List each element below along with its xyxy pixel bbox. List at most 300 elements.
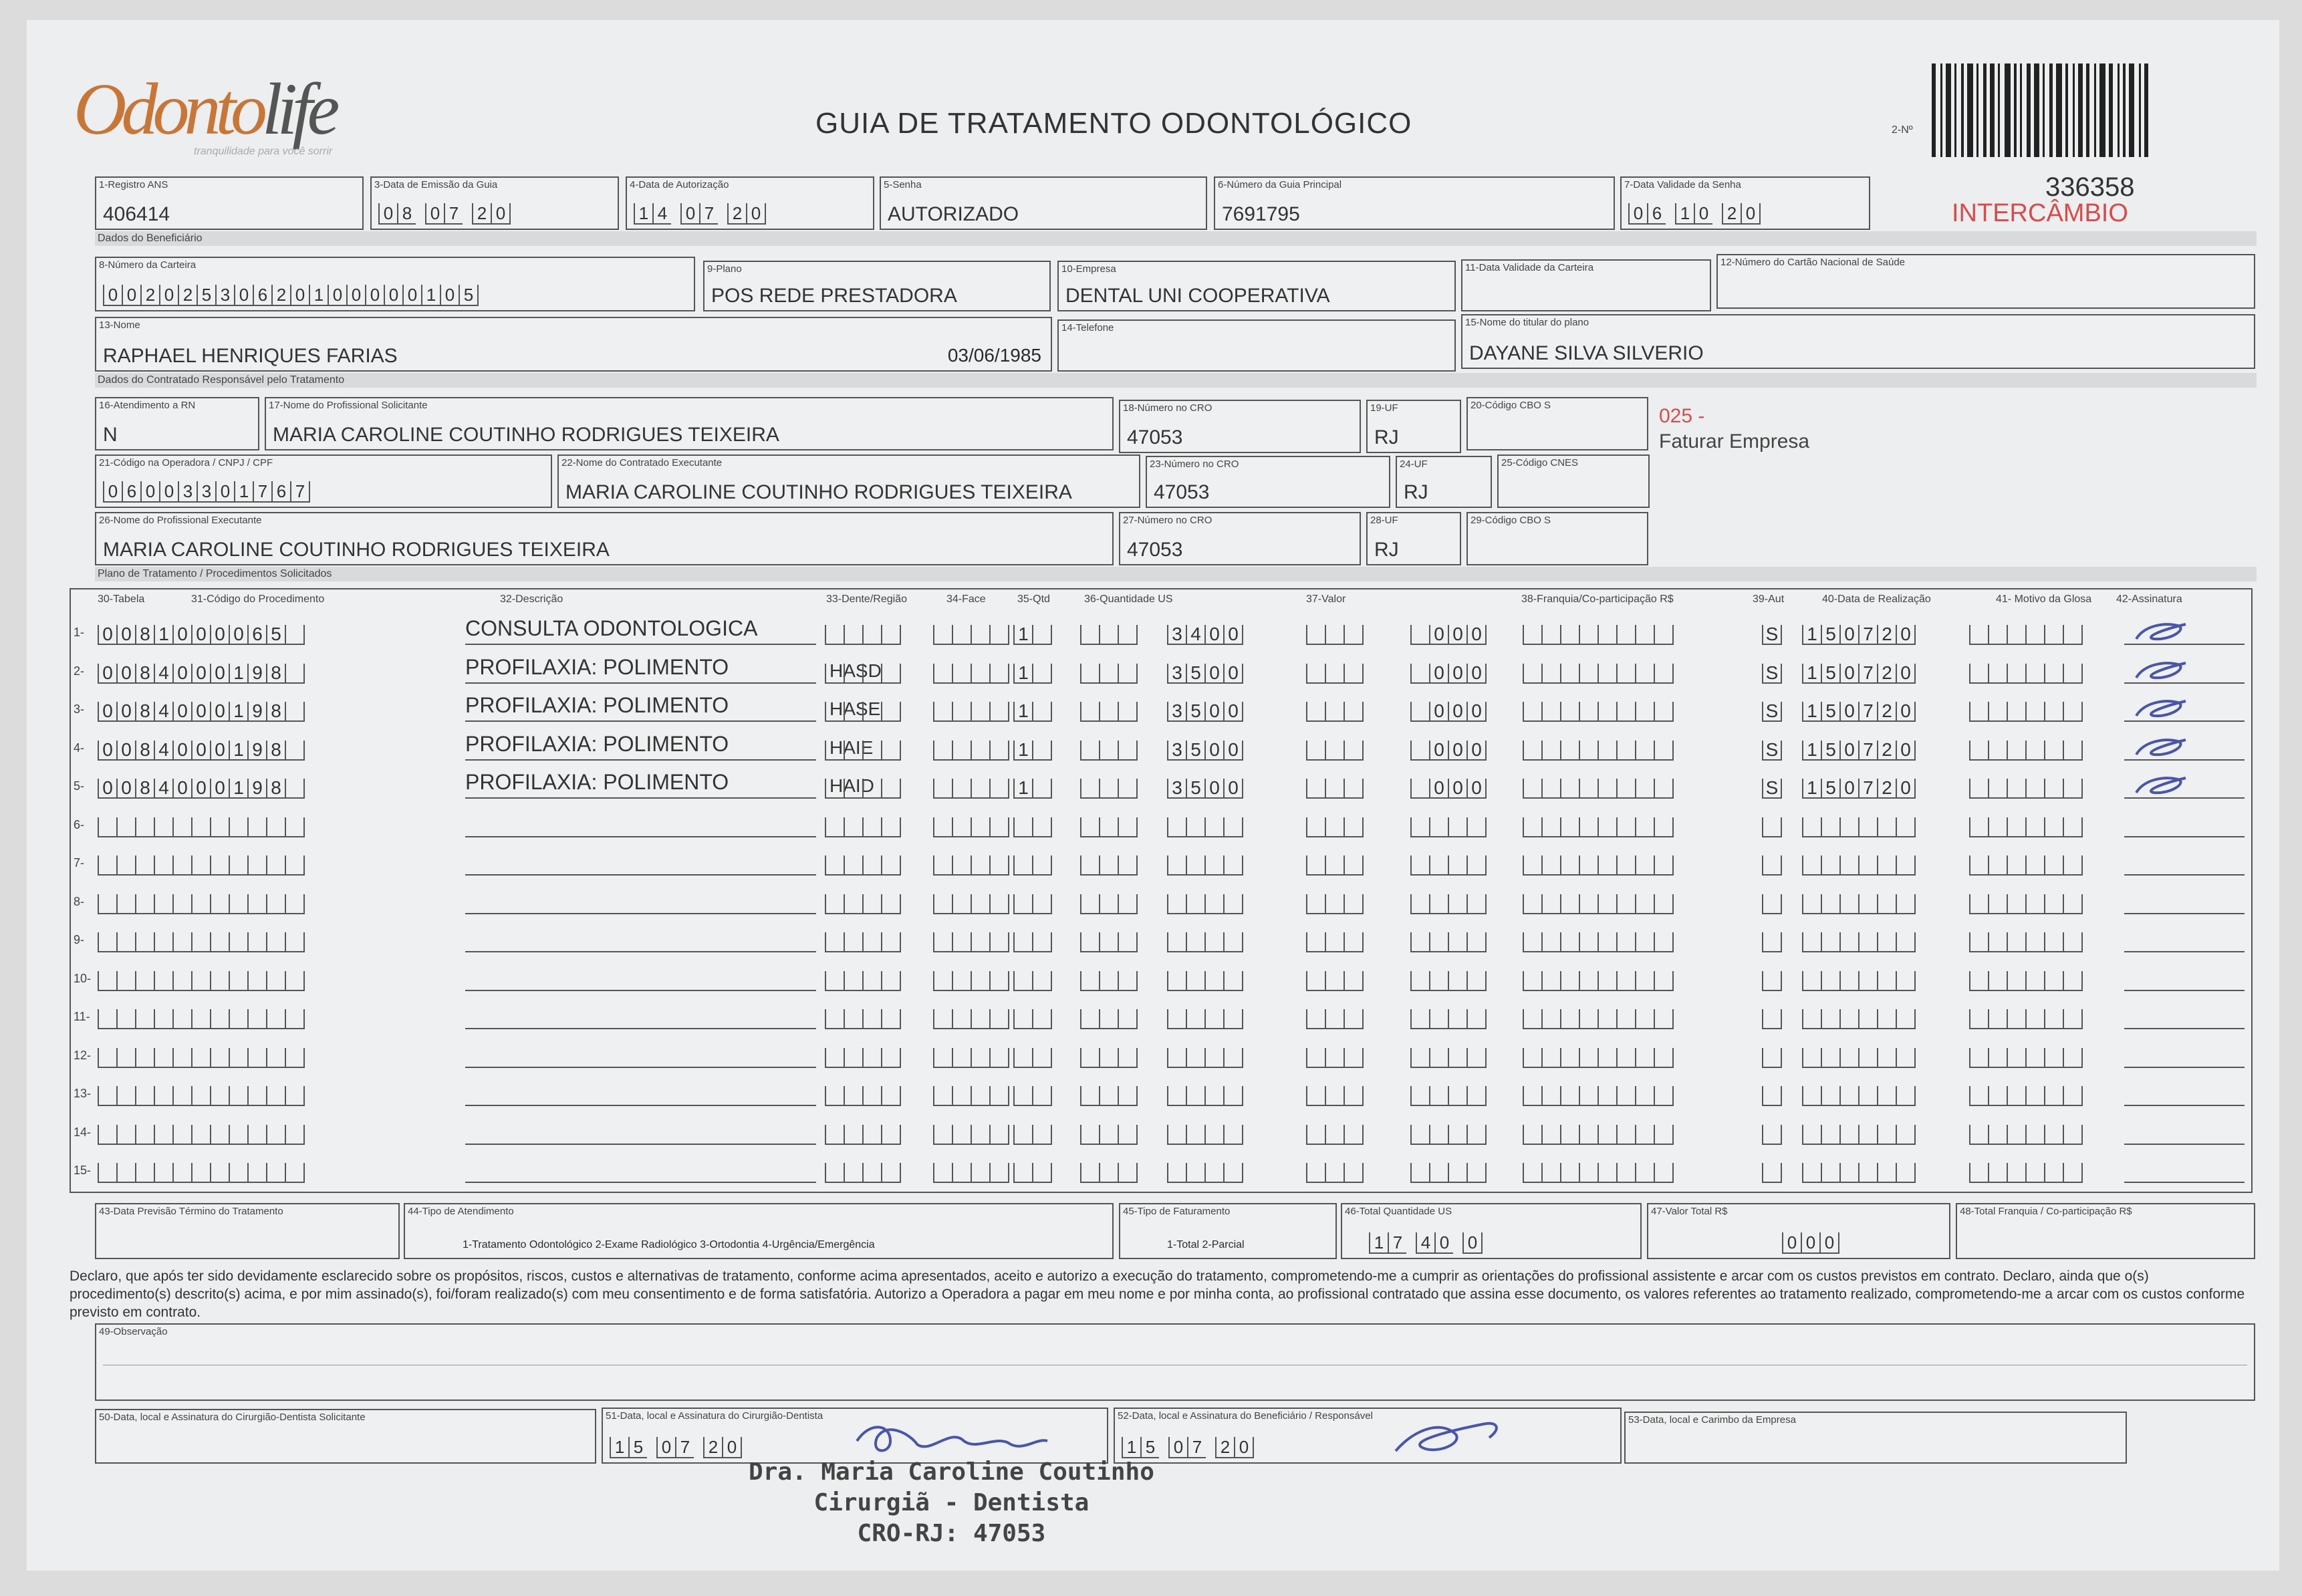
digit-cell [1410, 1048, 1429, 1068]
digit-cell [1186, 1125, 1204, 1145]
digit-cell [2007, 1048, 2025, 1068]
valor-cells [1410, 1086, 1487, 1106]
digit-cell [1080, 971, 1099, 991]
digit-cell [1896, 932, 1916, 952]
digit-cell [1344, 741, 1364, 761]
digit-cell [1466, 1086, 1487, 1106]
digit-cell [825, 702, 844, 722]
aut-cell [1762, 1163, 1782, 1183]
digit-cell [2007, 1009, 2025, 1029]
digit-cell: 5 [1186, 741, 1204, 761]
qty-cells [1013, 779, 1052, 799]
field-cro-solicitante[interactable]: 18-Número no CRO 47053 [1119, 400, 1361, 453]
valor-prefix-cells [1306, 894, 1364, 914]
digit-cell [1344, 971, 1364, 991]
digit-cell: 0 [1839, 741, 1858, 761]
digit-cell [1325, 1125, 1344, 1145]
procedure-code [98, 932, 305, 952]
table-row[interactable] [71, 1150, 2251, 1188]
table-row[interactable] [71, 1073, 2251, 1111]
digit-cell [989, 741, 1009, 761]
digit-cell [1821, 1009, 1839, 1029]
digit-cell [989, 1086, 1009, 1106]
digit-cell: 0 [1741, 203, 1761, 225]
digit-cell [1802, 855, 1821, 876]
us-prefix-cells [1080, 817, 1138, 837]
digit-cell: 0 [1204, 625, 1223, 645]
digit-cell [1635, 932, 1654, 952]
digit-cell [862, 741, 881, 761]
digit-cell: 1 [1369, 1232, 1388, 1254]
us-cells [1167, 894, 1243, 914]
digit-cell [952, 664, 971, 684]
digit-cell [1560, 741, 1579, 761]
digit-cell [2063, 932, 2083, 952]
digit-cell [1032, 1086, 1052, 1106]
digit-cell [1858, 894, 1877, 914]
procedure-code [98, 1048, 305, 1068]
digit-cell [1635, 894, 1654, 914]
digit-cell [285, 971, 305, 991]
field-assinatura-cirurgiao[interactable]: 51-Data, local e Assinatura do Cirurgião-Dentista 1 5 0 7 2 0 [602, 1408, 1108, 1464]
digit-cell [116, 932, 135, 952]
digit-cell [1325, 664, 1344, 684]
field-carimbo-empresa[interactable]: 53-Data, local e Carimbo da Empresa [1624, 1412, 2127, 1464]
table-row[interactable] [71, 843, 2251, 881]
digit-cell [2025, 1048, 2044, 1068]
field-plano[interactable]: 9-Plano POS REDE PRESTADORA [703, 261, 1051, 311]
signature-line [2124, 682, 2245, 684]
table-row[interactable] [71, 1035, 2251, 1073]
digit-cell [1080, 894, 1099, 914]
digit-cell [1597, 741, 1616, 761]
digit-cell: 8 [135, 741, 154, 761]
digit-cell [1821, 1125, 1839, 1145]
digit-cell [1223, 1163, 1243, 1183]
digit-cell [1032, 664, 1052, 684]
digit-cell [952, 1125, 971, 1145]
table-row[interactable] [71, 728, 2251, 766]
digit-cell [1821, 855, 1839, 876]
digit-cell [1896, 971, 1916, 991]
row-signature [2131, 696, 2191, 722]
digit-cell: 0 [1628, 203, 1647, 225]
digit-cell [1541, 664, 1560, 684]
digit-cell [1988, 779, 2007, 799]
digit-cell [285, 1086, 305, 1106]
digit-cell [2025, 932, 2044, 952]
field-validade-senha[interactable]: 7-Data Validade da Senha 0 6 1 0 2 0 [1620, 176, 1870, 230]
digit-cell [191, 855, 210, 876]
barcode [1932, 63, 2152, 157]
field-senha[interactable]: 5-Senha AUTORIZADO [880, 176, 1207, 230]
digit-cell [247, 1048, 266, 1068]
digit-cell [247, 1009, 266, 1029]
signature-line [2124, 874, 2245, 876]
digit-cell: 2 [1877, 625, 1896, 645]
digit-cell [1858, 1009, 1877, 1029]
row-index: 12- [74, 1048, 92, 1062]
digit-cell [1013, 1048, 1032, 1068]
digit-cell [1429, 1048, 1448, 1068]
table-row[interactable] [71, 882, 2251, 920]
digit-cell: 4 [154, 779, 172, 799]
digit-cell [1344, 1086, 1364, 1106]
digit-cell [971, 702, 989, 722]
digit-cell [172, 855, 191, 876]
digit-cell [1635, 817, 1654, 837]
digit-cell [1802, 1163, 1821, 1183]
row-signature [2131, 773, 2191, 799]
digit-cell [1560, 1048, 1579, 1068]
digit-cell: 0 [1448, 664, 1466, 684]
digit-cell [1654, 932, 1674, 952]
digit-cell [1223, 1086, 1243, 1106]
digit-cell [1167, 817, 1186, 837]
field-data-autorizacao[interactable]: 4-Data de Autorização 1 4 0 7 2 0 [626, 176, 874, 230]
digit-cell [1306, 817, 1325, 837]
field-titular-plano[interactable]: 15-Nome do titular do plano DAYANE SILVA SILVERIO [1461, 314, 2255, 369]
digit-cell [191, 1125, 210, 1145]
digit-cell [1579, 1048, 1597, 1068]
digit-cell: 0 [215, 481, 234, 503]
digit-cell [1579, 932, 1597, 952]
table-row[interactable] [71, 805, 2251, 843]
digit-cell [1306, 971, 1325, 991]
digit-cell [1821, 1086, 1839, 1106]
field-guia-principal[interactable]: 6-Número da Guia Principal 7691795 [1214, 176, 1615, 230]
digit-cell: 1 [610, 1437, 628, 1458]
field-contratado-executante[interactable]: 22-Nome do Contratado Executante MARIA CAROLINE COUTINHO RODRIGUES TEIXEIRA [557, 454, 1140, 508]
digit-cell [1579, 1009, 1597, 1029]
digit-cell [1013, 1163, 1032, 1183]
digit-cell: 3 [1167, 702, 1186, 722]
aut-cell [1762, 741, 1782, 761]
table-row[interactable] [71, 612, 2251, 650]
digit-cell [1877, 1163, 1896, 1183]
digit-cell [952, 894, 971, 914]
digit-cell: 0 [98, 702, 116, 722]
guide-number: 336358 [2045, 172, 2135, 202]
digit-cell [1969, 855, 1988, 876]
field-total-franquia[interactable]: 48-Total Franquia / Co-participação R$ [1956, 1203, 2255, 1259]
field-nome[interactable]: 13-Nome RAPHAEL HENRIQUES FARIAS 03/06/1985 [95, 317, 1052, 372]
procedure-code [98, 817, 305, 837]
digit-cell: 0 [1839, 664, 1858, 684]
digit-cell [1099, 932, 1118, 952]
digit-cell [862, 702, 881, 722]
digit-cell [1635, 702, 1654, 722]
digit-cell [210, 817, 229, 837]
digit-cell [1802, 932, 1821, 952]
digit-cell [952, 1086, 971, 1106]
digit-cell [1821, 817, 1839, 837]
digit-cell [1988, 1125, 2007, 1145]
field-cnes[interactable]: 25-Código CNES [1497, 454, 1650, 508]
digit-cell [1344, 664, 1364, 684]
digit-cell [1896, 1163, 1916, 1183]
digit-cell [1541, 894, 1560, 914]
digit-cell: 0 [172, 625, 191, 645]
field-tipo-atendimento[interactable]: 44-Tipo de Atendimento 1-Tratamento Odontológico 2-Exame Radiológico 3-Ortodontia 4-Urgência/Emergência [404, 1203, 1114, 1259]
digit-cell [1306, 855, 1325, 876]
digit-cell [1877, 1125, 1896, 1145]
field-previsao-termino[interactable]: 43-Data Previsão Término do Tratamento [95, 1203, 400, 1259]
digit-cell [825, 1048, 844, 1068]
digit-cell [172, 1048, 191, 1068]
valor-cells [1410, 971, 1487, 991]
digit-cell: 0 [491, 203, 511, 225]
field-observacao[interactable]: 49-Observação [95, 1323, 2255, 1401]
digit-cell [266, 1009, 285, 1029]
field-telefone[interactable]: 14-Telefone [1057, 319, 1456, 372]
digit-cell: 0 [98, 741, 116, 761]
digit-cell [1410, 1125, 1429, 1145]
aut-cell [1762, 702, 1782, 722]
digit-cell [1466, 932, 1487, 952]
digit-cell: 0 [722, 1437, 742, 1458]
franquia-cells [1523, 855, 1674, 876]
field-assinatura-beneficiario[interactable]: 52-Data, local e Assinatura do Beneficiário / Responsável 1 5 0 7 2 0 [1114, 1408, 1622, 1464]
digit-cell [135, 1163, 154, 1183]
row-index: 14- [74, 1125, 92, 1139]
digit-cell [989, 817, 1009, 837]
qty-cells [1013, 1009, 1052, 1029]
note-faturar: Faturar Empresa [1659, 430, 1810, 452]
digit-cell [1410, 625, 1429, 645]
digit-cell [1762, 1086, 1782, 1106]
digit-cell [1579, 741, 1597, 761]
field-total-us[interactable]: 46-Total Quantidade US 1 7 4 0 0 [1341, 1203, 1642, 1259]
digit-cell [1186, 932, 1204, 952]
digit-cell: 0 [365, 285, 384, 306]
field-profissional-executante[interactable]: 26-Nome do Profissional Executante MARIA CAROLINE COUTINHO RODRIGUES TEIXEIRA [95, 512, 1114, 565]
digit-cell [1429, 1163, 1448, 1183]
digit-cell: 0 [1782, 1232, 1801, 1254]
field-codigo-operadora[interactable]: 21-Código na Operadora / CNPJ / CPF 0 6 0 0 3 3 0 1 7 6 7 [95, 454, 552, 508]
digit-cell [2044, 1009, 2063, 1029]
field-uf-contratado[interactable]: 24-UF RJ [1396, 456, 1492, 508]
digit-cell [1988, 1048, 2007, 1068]
digit-cell [1448, 971, 1466, 991]
digit-cell [989, 1009, 1009, 1029]
us-prefix-cells [1080, 1009, 1138, 1029]
franquia-cells [1523, 741, 1674, 761]
digit-cell [285, 1048, 305, 1068]
table-row[interactable] [71, 920, 2251, 958]
digit-cell [1013, 817, 1032, 837]
digit-cell: 1 [1013, 779, 1032, 799]
glosa-cells [1969, 1048, 2083, 1068]
digit-cell [2025, 1163, 2044, 1183]
franquia-cells [1523, 971, 1674, 991]
digit-cell [1597, 817, 1616, 837]
field-cbo-solicitante[interactable]: 20-Código CBO S [1466, 397, 1648, 450]
digit-cell [1325, 1048, 1344, 1068]
digit-cell [1597, 1048, 1616, 1068]
digit-cell [154, 971, 172, 991]
digit-cell [1839, 817, 1858, 837]
digit-cell [1821, 971, 1839, 991]
procedure-code [98, 1125, 305, 1145]
procedure-description: PROFILAXIA: POLIMENTO [465, 693, 729, 717]
franquia-cells [1523, 664, 1674, 684]
digit-cell [825, 664, 844, 684]
digit-cell [191, 1163, 210, 1183]
digit-cell [1167, 1086, 1186, 1106]
aut-cell [1762, 855, 1782, 876]
digit-cell [1523, 1009, 1541, 1029]
procedure-code [98, 741, 305, 761]
date-cells [1802, 1048, 1916, 1068]
digit-cell [1821, 1163, 1839, 1183]
digit-cell: 0 [378, 203, 397, 225]
description-line [465, 682, 816, 684]
digit-cell [1858, 1086, 1877, 1106]
digit-cell: 1 [1013, 664, 1032, 684]
digit-cell: 5 [197, 285, 215, 306]
row-index: 15- [74, 1164, 92, 1177]
digit-cell [1762, 817, 1782, 837]
field-registro-ans[interactable]: 1-Registro ANS 406414 [95, 176, 364, 230]
digit-cell: 0 [1223, 741, 1243, 761]
digit-cell [154, 1086, 172, 1106]
qty-cells [1013, 1163, 1052, 1183]
digit-cell [1080, 741, 1099, 761]
digit-cell [247, 894, 266, 914]
table-row[interactable] [71, 1112, 2251, 1150]
digit-cell [229, 817, 247, 837]
procedure-code [98, 971, 305, 991]
procedure-code [98, 702, 305, 722]
digit-cell [1541, 1048, 1560, 1068]
field-cartao-nacional-saude[interactable]: 12-Número do Cartão Nacional de Saúde [1716, 254, 2255, 309]
digit-cell [862, 894, 881, 914]
digit-cell: 0 [1466, 702, 1487, 722]
table-row[interactable] [71, 958, 2251, 996]
digit-cell [1579, 971, 1597, 991]
digit-cell [1186, 1048, 1204, 1068]
tooth-cells [825, 779, 901, 799]
digit-cell: 1 [229, 664, 247, 684]
digit-cell [1802, 894, 1821, 914]
digit-cell: 0 [116, 741, 135, 761]
digit-cell: 0 [1466, 779, 1487, 799]
digit-cell [1560, 702, 1579, 722]
digit-cell [98, 894, 116, 914]
digit-cell [1466, 1125, 1487, 1145]
digit-cell [1466, 817, 1487, 837]
face-cells [933, 741, 1009, 761]
field-uf-executante[interactable]: 28-UF RJ [1366, 512, 1461, 565]
field-data-emissao[interactable]: 3-Data de Emissão da Guia 0 8 0 7 2 0 [370, 176, 619, 230]
field-assinatura-solicitante[interactable]: 50-Data, local e Assinatura do Cirurgião-Dentista Solicitante [95, 1409, 596, 1464]
aut-cell [1762, 971, 1782, 991]
digit-cell [844, 971, 862, 991]
digit-cell [2007, 1163, 2025, 1183]
digit-cell [1654, 971, 1674, 991]
digit-cell: 0 [103, 285, 122, 306]
digit-cell: 5 [1821, 741, 1839, 761]
digit-cell [1118, 664, 1138, 684]
us-cells [1167, 817, 1243, 837]
digit-cell [98, 855, 116, 876]
digit-cell: 8 [135, 664, 154, 684]
digit-cell: 2 [727, 203, 746, 225]
table-row[interactable] [71, 996, 2251, 1035]
digit-cell: 5 [459, 285, 479, 306]
digit-cell [285, 1125, 305, 1145]
digit-cell [1523, 741, 1541, 761]
digit-cell [1858, 817, 1877, 837]
digit-cell: 5 [1140, 1437, 1159, 1458]
digit-cell [2063, 1009, 2083, 1029]
field-atendimento-rn[interactable]: 16-Atendimento a RN N [95, 397, 259, 450]
digit-cell: 1 [154, 625, 172, 645]
aut-cell [1762, 817, 1782, 837]
qty-cells [1013, 702, 1052, 722]
signature-line [2124, 836, 2245, 837]
digit-cell [1325, 1086, 1344, 1106]
field-cro-contratado[interactable]: 23-Número no CRO 47053 [1146, 456, 1390, 508]
digit-cell [229, 971, 247, 991]
digit-cell [285, 932, 305, 952]
digit-cell [1523, 625, 1541, 645]
qty-cells [1013, 855, 1052, 876]
field-uf-solicitante[interactable]: 19-UF RJ [1366, 400, 1461, 453]
table-row[interactable] [71, 651, 2251, 689]
field-numero-carteira[interactable]: 8-Número da Carteira 0 0 2 0 2 5 3 0 6 2 0 1 0 0 0 0 0 1 0 5 [95, 257, 695, 311]
valor-cells [1410, 817, 1487, 837]
digit-cell [1988, 1086, 2007, 1106]
digit-cell: 0 [1429, 702, 1448, 722]
franquia-cells [1523, 779, 1674, 799]
digit-cell [1466, 1009, 1487, 1029]
field-cbo-executante[interactable]: 29-Código CBO S [1466, 512, 1648, 565]
digit-cell: 2 [271, 285, 290, 306]
face-cells [933, 971, 1009, 991]
digit-cell [210, 971, 229, 991]
table-row[interactable] [71, 766, 2251, 804]
digit-cell [1344, 779, 1364, 799]
digit-cell [862, 1086, 881, 1106]
date-cells [1802, 779, 1916, 799]
digit-cell [1858, 855, 1877, 876]
digit-cell: 0 [746, 203, 766, 225]
digit-cell: 0 [98, 625, 116, 645]
digit-cell: 7 [1858, 625, 1877, 645]
signature-line [2124, 797, 2245, 799]
digit-cell: 0 [1429, 741, 1448, 761]
digit-cell [2025, 817, 2044, 837]
description-line [465, 759, 816, 761]
table-row[interactable] [71, 689, 2251, 727]
digit-cell [2025, 1125, 2044, 1145]
field-empresa[interactable]: 10-Empresa DENTAL UNI COOPERATIVA [1057, 261, 1456, 311]
col-motivo-glosa: 41- Motivo da Glosa [1996, 593, 2092, 605]
description-line [465, 1067, 816, 1068]
digit-cell [2007, 1086, 2025, 1106]
aut-cell [1762, 664, 1782, 684]
field-tipo-faturamento[interactable]: 45-Tipo de Faturamento 1-Total 2-Parcial [1119, 1203, 1337, 1259]
digit-cell: 1 [234, 481, 253, 503]
digit-cell [1118, 625, 1138, 645]
field-valor-total[interactable]: 47-Valor Total R$ 0 0 0 [1647, 1203, 1950, 1259]
field-cro-executante[interactable]: 27-Número no CRO 47053 [1119, 512, 1361, 565]
field-validade-carteira[interactable]: 11-Data Validade da Carteira [1461, 259, 1711, 311]
digit-cell [1032, 741, 1052, 761]
field-profissional-solicitante[interactable]: 17-Nome do Profissional Solicitante MARIA CAROLINE COUTINHO RODRIGUES TEIXEIRA [265, 397, 1114, 450]
